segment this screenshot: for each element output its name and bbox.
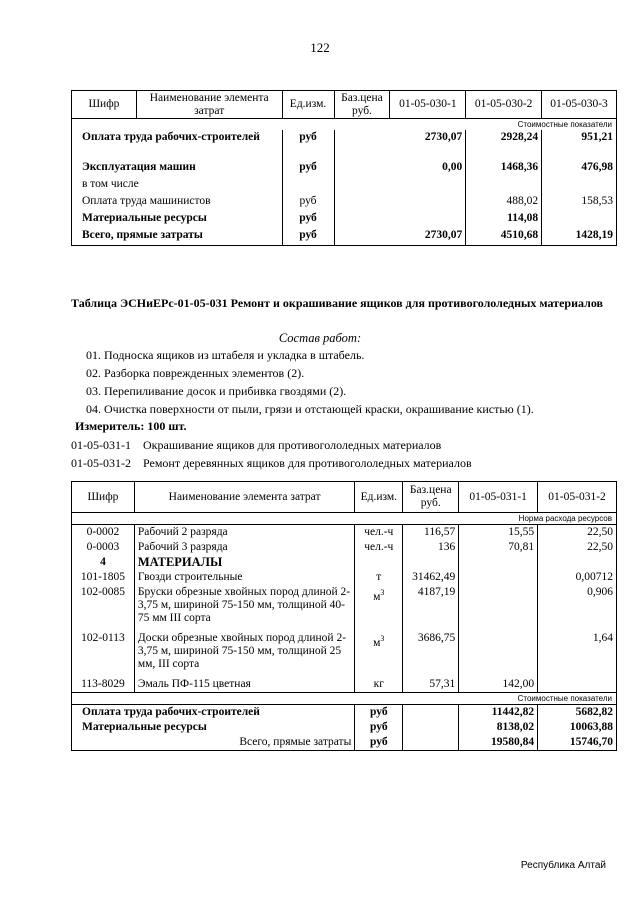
row-name: Материальные ресурсы xyxy=(72,720,355,735)
row-price: 57,31 xyxy=(403,677,459,693)
table-header-row xyxy=(72,91,617,119)
row-unit: руб xyxy=(282,160,334,177)
row-v1: 70,81 xyxy=(459,540,538,555)
resource-table-031 xyxy=(71,481,617,751)
unit-superscript: 3 xyxy=(380,588,385,597)
norm-label: Норма расхода ресурсов xyxy=(72,513,617,525)
code-line xyxy=(71,456,472,471)
row-v2: 15746,70 xyxy=(538,735,617,751)
row-code: 0-0003 xyxy=(72,540,135,555)
header-col2: 01-05-031-2 xyxy=(538,482,617,513)
table-row xyxy=(72,160,617,177)
work-code-text: Ремонт деревянных ящиков для противогололедных материалов xyxy=(143,456,472,470)
footer-region: Республика Алтай xyxy=(520,860,606,871)
header-unit: Ед.изм. xyxy=(282,91,334,119)
row-code: 101-1805 xyxy=(72,570,135,585)
header-unit: Ед.изм. xyxy=(355,482,403,513)
row-v2: 4510,68 xyxy=(466,228,542,246)
row-v2: 0,906 xyxy=(538,585,617,631)
row-unit: т xyxy=(355,570,403,585)
header-name: Наименование элемента затрат xyxy=(136,91,282,119)
row-v2: 5682,82 xyxy=(538,705,617,721)
row-name: Бруски обрезные хвойных пород длиной 2-3,75 м, шириной 75-150 мм, толщиной 40-75 мм III сорта xyxy=(134,585,354,631)
row-v3: 476,98 xyxy=(542,160,617,177)
table-row xyxy=(72,177,617,194)
header-col3: 01-05-030-3 xyxy=(542,91,617,119)
row-price: 116,57 xyxy=(403,525,459,541)
header-price: Баз.цена руб. xyxy=(334,91,390,119)
table-row xyxy=(72,631,617,677)
row-v3: 158,53 xyxy=(542,194,617,211)
table-row xyxy=(72,555,617,570)
header-price: Баз.цена руб. xyxy=(403,482,459,513)
composition-title: Состав работ: xyxy=(278,331,362,345)
header-code: Шифр xyxy=(72,482,135,513)
table-row xyxy=(72,705,617,721)
table-row xyxy=(72,720,617,735)
row-unit: руб xyxy=(282,228,334,246)
row-v3: 951,21 xyxy=(542,130,617,160)
row-v1: 142,00 xyxy=(459,677,538,693)
row-code: 113-8029 xyxy=(72,677,135,693)
row-v1: 19580,84 xyxy=(459,735,538,751)
row-name: Эмаль ПФ-115 цветная xyxy=(134,677,354,693)
work-item: 02. Разборка поврежденных элементов (2). xyxy=(86,366,305,380)
cost-table-030 xyxy=(71,90,617,246)
row-code: 4 xyxy=(72,555,135,570)
table-row xyxy=(72,211,617,228)
row-v2: 22,50 xyxy=(538,525,617,541)
section-title: Таблица ЭСНиЕРс-01-05-031 Ремонт и окрашивание ящиков для противогололедных материалов xyxy=(71,296,604,310)
row-name: Оплата труда рабочих-строителей xyxy=(72,705,355,721)
table-header-row xyxy=(72,482,617,513)
page-number: 122 xyxy=(310,40,330,55)
row-v2: 10063,88 xyxy=(538,720,617,735)
row-v1: 2730,07 xyxy=(334,228,466,246)
row-unit: руб xyxy=(282,194,334,211)
row-v2: 1468,36 xyxy=(466,160,542,177)
table-row xyxy=(72,570,617,585)
row-v3: 1428,19 xyxy=(542,228,617,246)
measure-unit: Измеритель: 100 шт. xyxy=(75,419,187,433)
row-unit: руб xyxy=(282,211,334,228)
header-code: Шифр xyxy=(72,91,137,119)
row-name: Всего, прямые затраты xyxy=(72,735,355,751)
row-v2: 1,64 xyxy=(538,631,617,677)
table-row xyxy=(72,194,617,211)
table-row xyxy=(72,525,617,541)
table-row xyxy=(72,130,617,160)
row-name: Рабочий 3 разряда xyxy=(134,540,354,555)
row-price: 31462,49 xyxy=(403,570,459,585)
work-code-text: Окрашивание ящиков для противогололедных материалов xyxy=(143,438,442,452)
row-unit: кг xyxy=(355,677,403,693)
cost-label: Стоимостные показатели xyxy=(72,693,617,705)
row-code: 0-0002 xyxy=(72,525,135,541)
row-price: 3686,75 xyxy=(403,631,459,677)
row-code: 102-0113 xyxy=(72,631,135,677)
section-label: Стоимостные показатели xyxy=(72,119,617,131)
row-name: Материальные ресурсы xyxy=(72,211,283,228)
row-v2: 114,08 xyxy=(466,211,542,228)
table-row xyxy=(72,228,617,246)
table-row xyxy=(72,540,617,555)
row-code: 102-0085 xyxy=(72,585,135,631)
header-col1: 01-05-030-1 xyxy=(390,91,466,119)
row-unit: руб xyxy=(282,130,334,160)
row-v1: 0,00 xyxy=(334,160,466,177)
row-v2: 0,00712 xyxy=(538,570,617,585)
row-v2: 22,50 xyxy=(538,540,617,555)
row-v1: 2730,07 xyxy=(334,130,466,160)
header-col2: 01-05-030-2 xyxy=(466,91,542,119)
row-name: МАТЕРИАЛЫ xyxy=(134,555,354,570)
row-v2: 2928,24 xyxy=(466,130,542,160)
row-v1: 8138,02 xyxy=(459,720,538,735)
row-price: 4187,19 xyxy=(403,585,459,631)
row-v2: 488,02 xyxy=(466,194,542,211)
row-v1: 15,55 xyxy=(459,525,538,541)
table-row xyxy=(72,677,617,693)
row-unit: чел.-ч xyxy=(355,540,403,555)
work-item: 03. Перепиливание досок и прибивка гвоздями (2). xyxy=(86,384,347,398)
row-v1: 11442,82 xyxy=(459,705,538,721)
header-col1: 01-05-031-1 xyxy=(459,482,538,513)
table-row xyxy=(72,585,617,631)
row-price: 136 xyxy=(403,540,459,555)
unit-superscript: 3 xyxy=(380,634,385,643)
row-unit: руб xyxy=(355,735,403,751)
row-unit: руб xyxy=(355,720,403,735)
row-name: Всего, прямые затраты xyxy=(72,228,283,246)
row-name: в том числе xyxy=(72,177,283,194)
row-unit: руб xyxy=(355,705,403,721)
row-name: Оплата труда машинистов xyxy=(72,194,283,211)
row-unit: чел.-ч xyxy=(355,525,403,541)
work-code: 01-05-031-2 xyxy=(71,456,131,470)
row-unit: $м^3$ xyxy=(355,585,403,631)
work-code: 01-05-031-1 xyxy=(71,438,131,452)
row-name: Гвозди строительные xyxy=(134,570,354,585)
code-line xyxy=(71,438,441,453)
row-unit: $м^3$ xyxy=(355,631,403,677)
row-name: Доски обрезные хвойных пород длиной 2-3,75 м, шириной 75-150 мм, толщиной 25 мм, III сорта xyxy=(134,631,354,677)
table-row xyxy=(72,735,617,751)
header-name: Наименование элемента затрат xyxy=(134,482,354,513)
row-name: Оплата труда рабочих-строителей xyxy=(72,130,283,160)
work-item: 04. Очистка поверхности от пыли, грязи и отстающей краски, окрашивание кистью (1). xyxy=(86,402,534,416)
row-name: Рабочий 2 разряда xyxy=(134,525,354,541)
work-item: 01. Подноска ящиков из штабеля и укладка в штабель. xyxy=(86,348,365,362)
row-name: Эксплуатация машин xyxy=(72,160,283,177)
